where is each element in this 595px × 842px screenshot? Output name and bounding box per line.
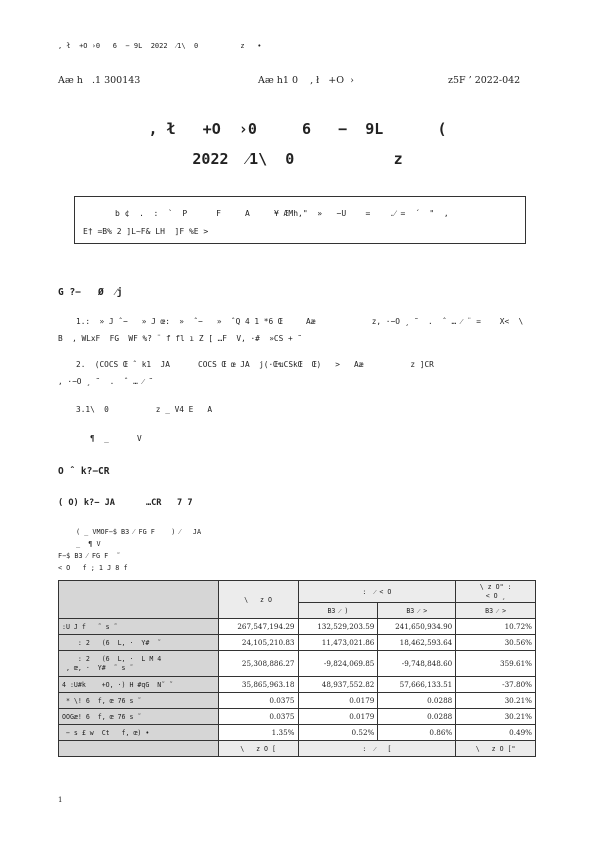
cell-prior-before: 0.52% [298,725,378,741]
unit-note: < O f ; 1 J 8 f [58,564,128,572]
table-row [59,619,536,635]
section-heading-2: O ˆ k?−CR [58,466,110,477]
cell-prior-after: 0.0288 [378,693,456,709]
cell-change: 30.21% [456,693,536,709]
paragraph-4: ¶ _ V [90,434,142,443]
paragraph-1b: B , WLxF FG WF %? ¨ f fl ı Z [ …F V, ·# »CS + ˜ [58,334,303,343]
table-row [59,709,536,725]
table-footer-row [59,741,536,757]
row-label: : 2 (6 L, · L M 4 , œ, · Y# ˜ s ˜ [59,651,219,677]
table-header-change: \ z O" : < O ¸ [456,581,536,603]
table-row [59,725,536,741]
cell-prior-before: 0.0179 [298,709,378,725]
document-title-line1: , ł +O ›0 6 − 9L ( [148,120,447,138]
cell-prior-after: -9,748,848.60 [378,651,456,677]
table-subheader-before: B3 ⁄ ) [298,603,378,619]
notice-box [74,196,526,244]
row-label: − s £ w Ct f, œ) • [59,725,219,741]
cell-current: 24,105,210.83 [218,635,298,651]
cell-change: 359.61% [456,651,536,677]
cell-change: 30.56% [456,635,536,651]
cell-prior-before: 132,529,203.59 [298,619,378,635]
row-label: * \! 6 f, œ 76 s ˜ [59,693,219,709]
header-line: , ł +O ›0 6 − 9L 2022 ⁄1\ 0 z • [58,42,262,50]
cell-change: 10.72% [456,619,536,635]
paragraph-3: 3.1\ 0 z _ V4 E A [76,405,213,414]
page-number: 1 [58,796,63,804]
table-subheader-after: B3 ⁄ > [378,603,456,619]
cell-current: 1.35% [218,725,298,741]
table-footer-prior: : ⁄ [ [298,741,456,757]
section-heading-1: G ?− Ø ⁄j [58,287,123,298]
table-footer-current: \ z O [ [218,741,298,757]
table-header-blank [59,581,219,619]
cell-change: 0.49% [456,725,536,741]
table-footer-change: \ z O [" [456,741,536,757]
cell-current: 35,865,963.18 [218,677,298,693]
table-row [59,651,536,677]
row-label: : 2 (6 L, · Y# ˜ [59,635,219,651]
cell-current: 267,547,194.29 [218,619,298,635]
table-footer-blank [59,741,219,757]
cell-prior-after: 0.0288 [378,709,456,725]
table-note-2: _ ¶ V [76,540,101,548]
cell-prior-before: 0.0179 [298,693,378,709]
cell-prior-after: 0.86% [378,725,456,741]
stock-code: Aæ h .1 300143 [58,75,141,86]
cell-prior-before: 48,937,552.82 [298,677,378,693]
notice-line1: b ¢ . : ` P F A ¥ ÆMh," » −U = .⁄ = ´ " , [115,209,449,218]
table-row [59,693,536,709]
table-subheader-change: B3 ⁄ > [456,603,536,619]
paragraph-2a: 2. (COCS Œ ˆ k1 JA COCS Œ œ JA j(·ŒฆCSkŒ Œ) > Aæ z ]CR [76,360,434,369]
cell-current: 0.0375 [218,693,298,709]
cell-prior-before: -9,824,069.85 [298,651,378,677]
table-note-1: ( _ VMOF−$ B3 ⁄ FG F ) ⁄ JA [76,528,202,536]
cell-prior-before: 11,473,021.86 [298,635,378,651]
paragraph-2b: , ·−O ¸ ˜ . ˆ … ⁄ ˜ [58,377,154,386]
paragraph-1a: 1.: » J ˆ− » J œ: » ˆ− » ˆQ 4 1 *6 Œ Aæ z, ·−O ¸ ˜ . ˆ … ⁄ ¨ = X< \ [76,317,524,326]
table-row [59,677,536,693]
cell-change: -37.80% [456,677,536,693]
table-header-prior-group: : ⁄ < O [298,581,456,603]
row-label: 4 :U#k +O, ·) H #qG N˜ ˜ [59,677,219,693]
stock-abbreviation: Aæ h1 0 , ł +O › [258,75,354,86]
table-note-3: F−$ B3 ⁄ FG F ˜ [58,552,121,560]
announcement-number: z5F ’ 2022-042 [448,75,521,86]
row-label: OOGæ! 6 f, œ 76 s ˜ [59,709,219,725]
cell-prior-after: 18,462,593.64 [378,635,456,651]
section-heading-3: ( O) k?− JA …CR 7 7 [58,498,193,508]
cell-change: 30.21% [456,709,536,725]
financial-data-table [58,580,536,757]
cell-prior-after: 241,650,934.90 [378,619,456,635]
table-row [59,635,536,651]
cell-prior-after: 57,666,133.51 [378,677,456,693]
notice-line2: E† =B% 2 ]L~F& LH ]F %E > [83,227,209,236]
table-header-current: \ z O [218,581,298,619]
row-label: :U J f ˜ s ˜ [59,619,219,635]
cell-current: 25,308,886.27 [218,651,298,677]
cell-current: 0.0375 [218,709,298,725]
document-title-line2: 2022 ⁄1\ 0 z [192,150,403,168]
